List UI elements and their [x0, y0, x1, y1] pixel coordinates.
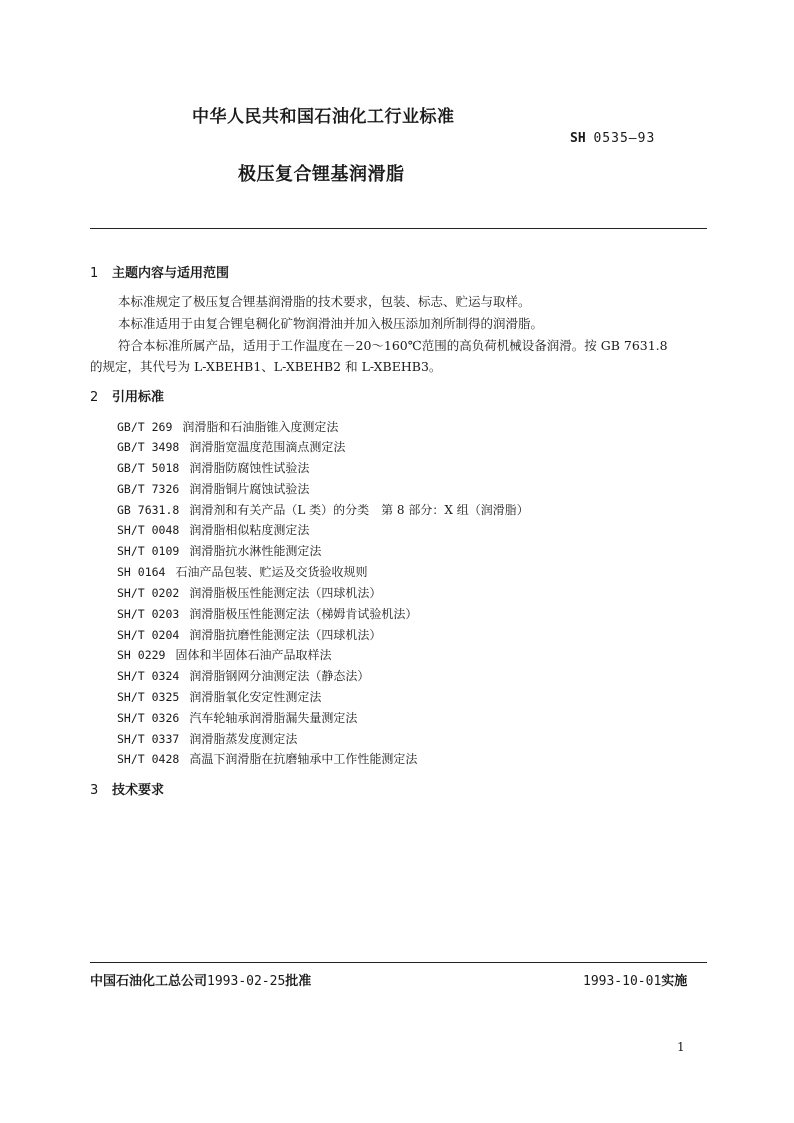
reference-name: 润滑脂铜片腐蚀试验法: [189, 482, 310, 496]
reference-item: [117, 709, 357, 726]
effective-date: 1993-10-01: [583, 974, 662, 989]
reference-item: [117, 438, 345, 455]
approver: 中国石油化工总公司: [90, 974, 208, 989]
section-2-heading: [90, 386, 164, 405]
reference-code: SH 0164: [117, 565, 166, 579]
paragraph: 本标准规定了极压复合锂基润滑脂的技术要求，包装、标志、贮运与取样。: [118, 294, 531, 309]
reference-name: 润滑脂宽温度范围滴点测定法: [189, 440, 346, 454]
reference-name: 石油产品包装、贮运及交货验收规则: [175, 565, 368, 579]
reference-item: [117, 418, 338, 435]
reference-code: GB/T 7326: [117, 482, 180, 496]
effective-label: 实施: [661, 974, 688, 989]
section-number: 3: [90, 783, 99, 798]
page-number: 1: [677, 1040, 685, 1054]
reference-code: GB 7631.8: [117, 503, 180, 517]
reference-name: 汽车轮轴承润滑脂漏失量测定法: [189, 711, 358, 725]
reference-code: GB/T 5018: [117, 461, 180, 475]
reference-item: [117, 626, 381, 643]
section-title: 技术要求: [112, 783, 165, 798]
reference-code: SH/T 0109: [117, 544, 180, 558]
issuer-title: 中华人民共和国石油化工行业标准: [192, 107, 455, 127]
section-title: 引用标准: [112, 390, 165, 405]
reference-name: 润滑脂钢网分油测定法（静态法）: [189, 669, 370, 683]
reference-item: [117, 480, 309, 497]
reference-item: [117, 542, 321, 559]
reference-code: SH/T 0202: [117, 586, 180, 600]
reference-item: [117, 730, 297, 747]
reference-code: SH/T 0428: [117, 752, 180, 766]
reference-item: [117, 688, 321, 705]
reference-item: [117, 584, 381, 601]
reference-name: 润滑脂蒸发度测定法: [189, 732, 298, 746]
paragraph: 本标准适用于由复合锂皂稠化矿物润滑油并加入极压添加剂所制得的润滑脂。: [118, 316, 544, 331]
reference-code: SH/T 0324: [117, 669, 180, 683]
reference-code: SH 0229: [117, 648, 166, 662]
header-divider: [90, 228, 707, 229]
reference-name: 润滑脂极压性能测定法（梯姆肯试验机法）: [189, 607, 418, 621]
reference-item: [117, 646, 331, 663]
approve-label: 批准: [285, 974, 312, 989]
footer-divider: [90, 962, 707, 963]
paragraph: 符合本标准所属产品，适用于工作温度在－20～160℃范围的高负荷机械设备润滑。按 GB 7631.8: [118, 338, 668, 353]
effective-line: [583, 970, 687, 989]
reference-item: [117, 459, 309, 476]
reference-name: 润滑脂抗水淋性能测定法: [189, 544, 322, 558]
reference-name: 润滑脂和石油脂锥入度测定法: [182, 420, 339, 434]
approval-line: [90, 970, 311, 989]
section-number: 2: [90, 390, 99, 405]
reference-code: SH/T 0337: [117, 732, 180, 746]
approve-date: 1993-02-25: [207, 974, 286, 989]
reference-name: 润滑脂氧化安定性测定法: [189, 690, 322, 704]
section-1-heading: [90, 262, 229, 281]
reference-name: 润滑剂和有关产品（L 类）的分类 第 8 部分：X 组（润滑脂）: [189, 503, 529, 517]
reference-item: [117, 521, 309, 538]
reference-code: GB/T 269: [117, 420, 173, 434]
reference-name: 润滑脂抗磨性能测定法（四球机法）: [189, 628, 382, 642]
reference-item: [117, 605, 417, 622]
section-title: 主题内容与适用范围: [112, 266, 230, 281]
reference-name: 固体和半固体石油产品取样法: [175, 648, 332, 662]
reference-code: SH/T 0048: [117, 523, 180, 537]
section-number: 1: [90, 266, 99, 281]
document-title: 极压复合锂基润滑脂: [238, 164, 405, 185]
reference-code: SH/T 0326: [117, 711, 180, 725]
standard-number: 0535—93: [593, 131, 656, 146]
reference-item: [117, 563, 367, 580]
paragraph-continuation: 的规定，其代号为 L-XBEHB1、L-XBEHB2 和 L-XBEHB3。: [90, 359, 442, 374]
reference-name: 润滑脂相似粘度测定法: [189, 523, 310, 537]
reference-name: 高温下润滑脂在抗磨轴承中工作性能测定法: [189, 752, 418, 766]
reference-item: [117, 667, 369, 684]
reference-code: SH/T 0325: [117, 690, 180, 704]
standard-prefix: SH: [570, 131, 586, 146]
reference-code: SH/T 0204: [117, 628, 180, 642]
reference-item: [117, 750, 417, 767]
reference-name: 润滑脂极压性能测定法（四球机法）: [189, 586, 382, 600]
reference-code: SH/T 0203: [117, 607, 180, 621]
reference-code: GB/T 3498: [117, 440, 180, 454]
standard-code: [570, 131, 655, 146]
section-3-heading: [90, 779, 164, 798]
reference-item: [117, 501, 529, 518]
reference-name: 润滑脂防腐蚀性试验法: [189, 461, 310, 475]
